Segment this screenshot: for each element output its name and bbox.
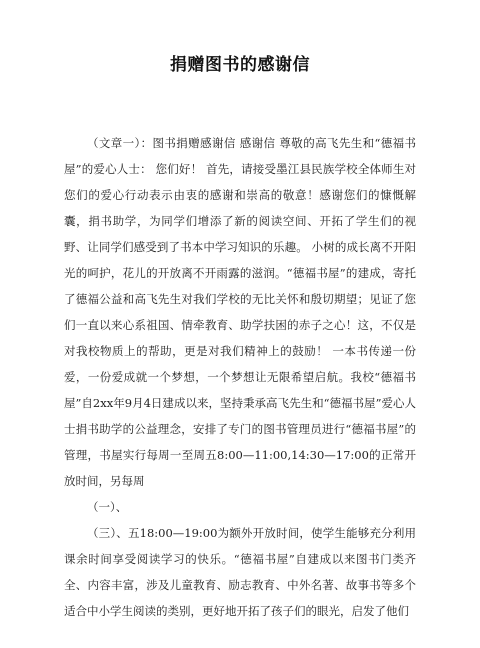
paragraph-section-three: （三）、五18:00—19:00为额外开放时间，使学生能够充分利用课余时间享受阅读学习的快乐。“德福书屋”自建成以来图书门类齐全、内容丰富，涉及儿童教育、励志教育、中外名著、故事书等多个适合中小学生阅读的类别，更好地开拓了孩子们的眼光，启发了他们 <box>64 526 416 618</box>
paragraph-main: （文章一）：图书捐赠感谢信 感谢信 尊敬的高飞先生和“德福书屋”的爱心人士： 您们好！ 首先，请接受墨江县民族学校全体师生对您们的爱心行动表示由衷的感谢和崇高的敬意！感谢您们的慷慨解囊，捐书助学，为同学们增添了新的阅读空间、开拓了学生们的视野、让同学们感受到了书本中学习知识的乐趣。 小树的成长离不开阳光的呵护，花儿的开放离不开雨露的滋润。“德福书屋”的建成，寄托了德福公益和高飞先生对我们学校的无比关怀和殷切期望；见证了您们一直以来心系祖国、情牵教育、助学扶困的赤子之心！这，不仅是对我校物质上的帮助，更是对我们精神上的鼓励！ 一本书传递一份爱，一份爱成就一个梦想，一个梦想让无限希望启航。我校“德福书屋”自2xx年9月4日建成以来，坚持秉承高飞先生和“德福书屋”爱心人士捐书助学的公益理念，安排了专门的图书管理员进行“德福书屋”的管理，书屋实行每周一至周五8:00—11:00,14:30—17:00的正常开放时间，另每周 <box>64 136 416 488</box>
document-title: 捐赠图书的感谢信 <box>170 55 310 75</box>
paragraph-section-one: （一）、 <box>87 500 128 514</box>
document-body <box>64 130 416 624</box>
